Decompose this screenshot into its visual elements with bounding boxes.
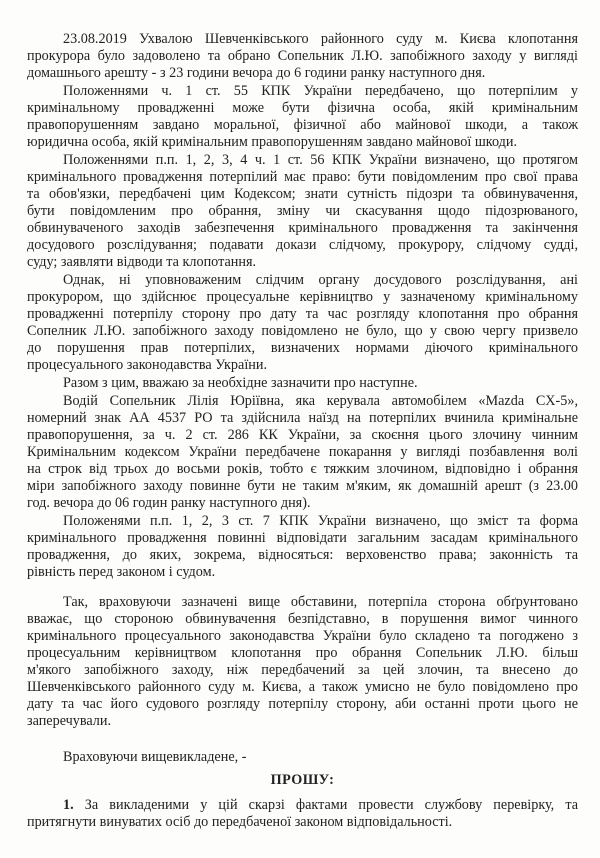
text-line: Водій Сопельник Лілія Юріївна, яка керувала автомобілем «Mazda CX-5», <box>63 393 578 409</box>
text-line: кримінального провадження повинні відповідати загальним засадам кримінального <box>27 530 578 546</box>
paragraph <box>27 375 578 392</box>
document-page <box>27 31 578 832</box>
text-line: Положеннями ч. 1 ст. 55 КПК України передбачено, що потерпілим у <box>63 83 578 99</box>
document-body <box>27 31 578 581</box>
text-line: Разом з цим, вважаю за необхідне зазначити про наступне. <box>63 375 418 391</box>
request-heading: ПРОШУ: <box>270 772 335 788</box>
text-line: кримінального провадження потерпілий має право: бути повідомленим про свої права <box>27 169 578 185</box>
request-line: притягнути винуватих осіб до передбаченої законом відповідальності. <box>27 814 453 830</box>
text-line: процесуального законодавства України. <box>27 357 267 373</box>
text-line: заперечували. <box>27 713 112 729</box>
text-line: номерний знак АА 4537 РО та здійснила наїзд на потерпілих вчинила кримінальне <box>27 410 578 426</box>
text-line: бути повідомленим про обрання, зміну чи скасування щодо підозрюваного, <box>27 203 578 219</box>
text-line: кримінальному провадженні може бути фізична особа, якій кримінальним <box>27 100 578 116</box>
text-line: прокурором, що здійснює процесуальне керівництво у зазначеному кримінальному <box>27 289 578 305</box>
text-line: вважає, що стороною обвинувачення безпідставно, в порушення вимог чинного <box>27 611 578 627</box>
text-line: рівність перед законом і судом. <box>27 564 216 580</box>
text-line: м'якого запобіжного заходу, ніж передбачений за цей злочин, та внесено до <box>27 662 578 678</box>
paragraph <box>27 272 578 374</box>
request-item-1 <box>27 797 578 831</box>
text-line: кримінального процесуального законодавства України було складено та погоджено з <box>27 628 578 644</box>
text-line: юридична особа, якій кримінальним правопорушенням завдано майнової шкоди. <box>27 134 517 150</box>
paragraph <box>27 393 578 512</box>
text-line: домашнього арешту - з 23 години вечора до 6 години ранку наступного дня. <box>27 65 486 81</box>
conclusion-text: Враховуючи вищевикладене, - <box>63 749 247 765</box>
paragraph <box>27 31 578 82</box>
paragraph <box>27 513 578 581</box>
text-line: до порушення прав потерпілих, визначених нормами діючого кримінального <box>27 340 578 356</box>
text-line: Так, враховуючи зазначені вище обставини, потерпіла сторона обґрунтовано <box>63 594 578 610</box>
text-line: на строк від трьох до восьми років, тобто є тяжким злочином, відповідно і обрання <box>27 461 578 477</box>
text-line: процесуальним керівництвом клопотання про обрання Сопельник Л.Ю. більш <box>27 645 578 661</box>
text-line: год. вечора до 06 годин ранку наступного дня). <box>27 495 311 511</box>
request-line <box>27 797 578 814</box>
request-number: 1. <box>63 797 74 813</box>
text-line: правопорушенням завдано моральної, фізичної або майнової шкоди, а також <box>27 117 578 133</box>
text-line: правопорушення, за ч. 2 ст. 286 КК України, за скоєння цього злочину чинним <box>27 427 578 443</box>
text-line: Положенями п.п. 1, 2, 3 ст. 7 КПК України визначено, що зміст та форма <box>63 513 578 529</box>
text-line: провадження, до яких, зокрема, відносяться: верховенство права; законність та <box>27 547 578 563</box>
text-line: провадженні потерпілу сторону про дату та час розгляду клопотання про обрання <box>27 306 578 322</box>
text-line: 23.08.2019 Ухвалою Шевченківського районного суду м. Києва клопотання <box>63 31 578 47</box>
text-line: прокурора було задоволено та обрано Сопельник Л.Ю. запобіжного заходу у вигляді <box>27 48 578 64</box>
text-line: Положеннями п.п. 1, 2, 3, 4 ч. 1 ст. 56 КПК України визначено, що протягом <box>63 152 578 168</box>
text-line: суду; заявляти відводи та клопотання. <box>27 254 257 270</box>
paragraph-conclusion <box>27 749 578 766</box>
paragraph-tak <box>27 594 578 730</box>
text-line: міри запобіжного заходу повинне бути не таким м'яким, як домашній арешт (з 23.00 <box>27 478 578 494</box>
text-line: дату та час його судового розгляду потерпілу сторону, аби останні проти цього не <box>27 696 578 712</box>
paragraph <box>27 152 578 271</box>
text-line: Однак, ні уповноваженим слідчим органу досудового розслідування, ані <box>63 272 578 288</box>
paragraph <box>27 83 578 151</box>
text-line: Шевченківського районного суду м. Києва, а також умисно не було повідомлено про <box>27 679 578 695</box>
text-line: Сопелник Л.Ю. запобіжного заходу повідомлено не було, що у свою чергу призвело <box>27 323 578 339</box>
request-text: За викладеними у цій скарзі фактами провести службову перевірку, та <box>84 797 579 813</box>
text-line: досудового розслідування; подавати докази слідчому, прокурору, слідчому судді, <box>27 237 578 253</box>
text-line: Кримінальним кодексом України передбачене покарання у вигляді позбавлення волі <box>27 444 578 460</box>
text-line: обвинуваченого заходів забезпечення кримінального провадження та закінчення <box>27 220 578 236</box>
text-line: та обов'язки, передбачені цим Кодексом; знати сутність підозри та обвинувачення, <box>27 186 578 202</box>
